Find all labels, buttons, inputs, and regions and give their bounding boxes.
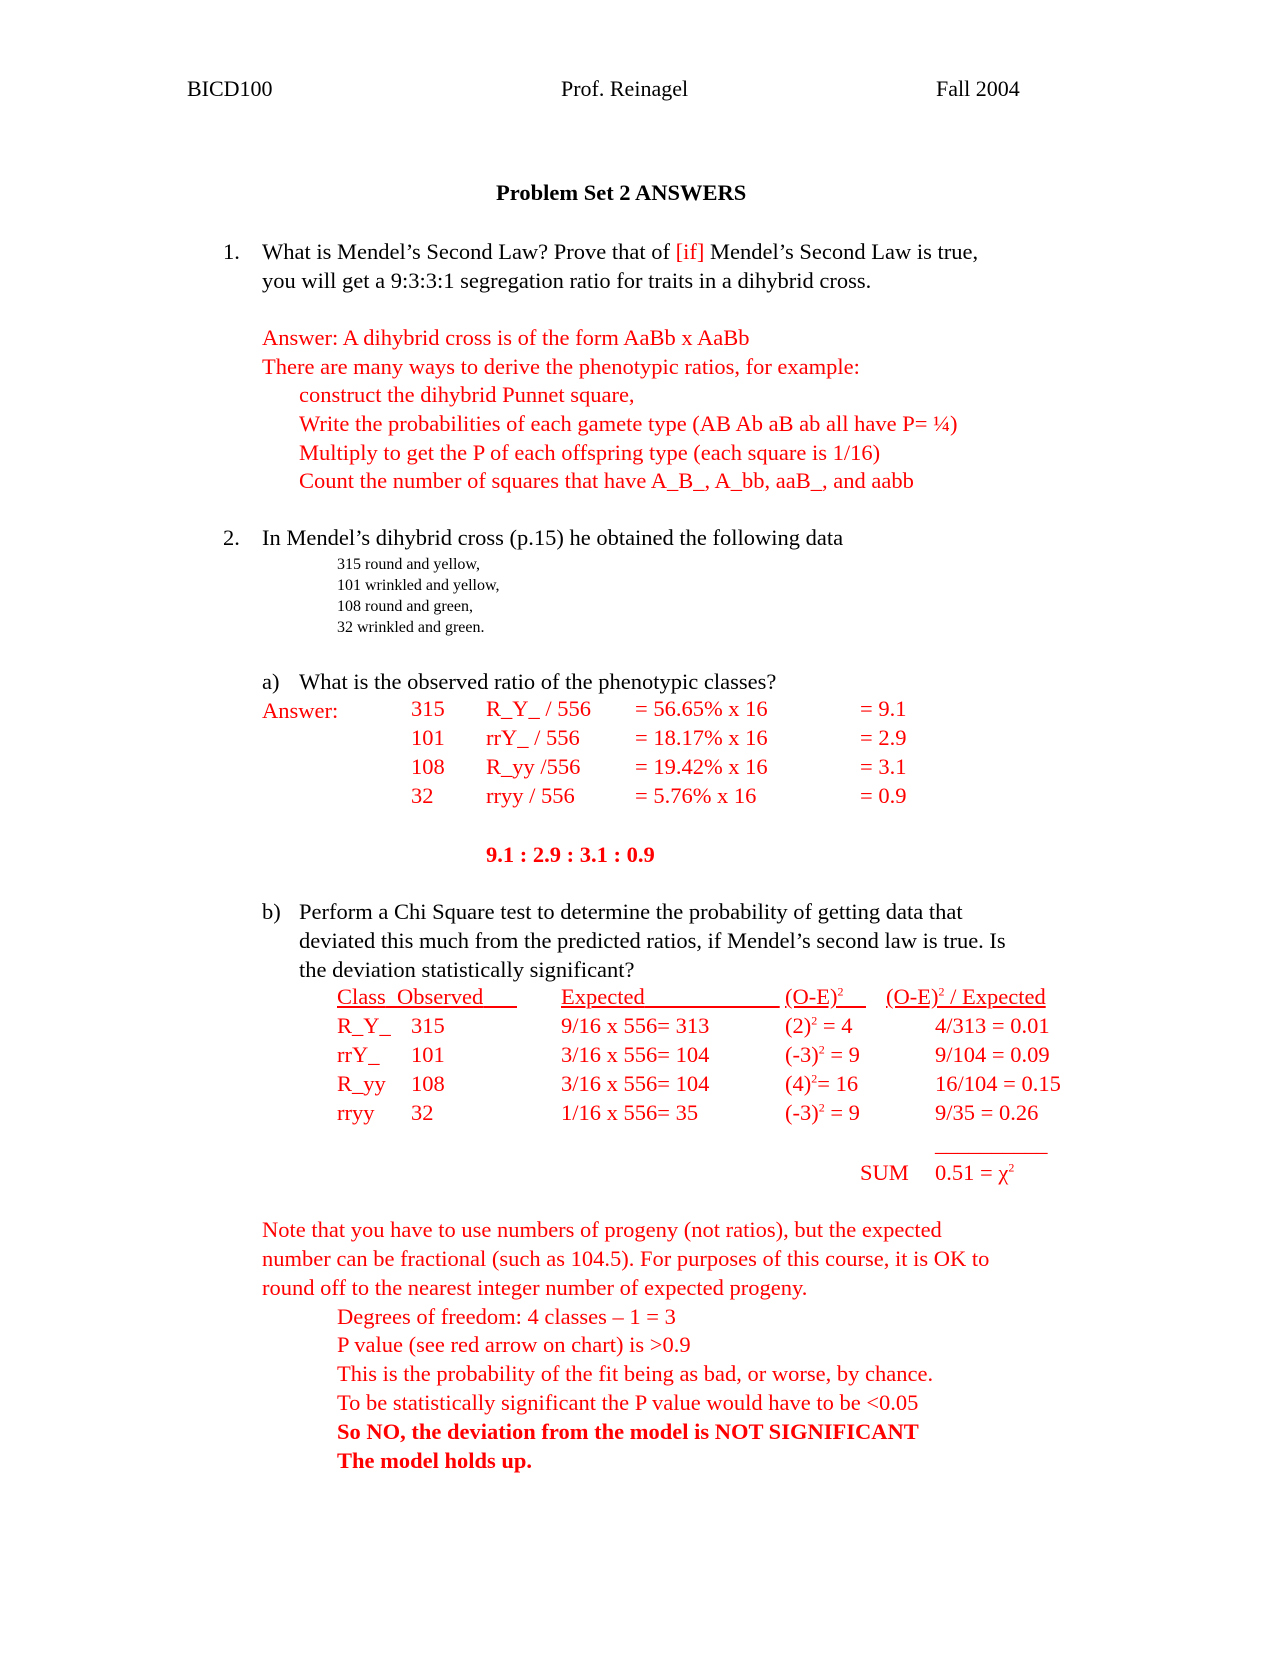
q2-data-4: 32 wrinkled and green. — [337, 619, 485, 636]
ratio-class: R_Y_ / 556 — [486, 696, 592, 721]
page-title: Problem Set 2 ANSWERS — [496, 180, 747, 205]
chi-observed: 101 — [411, 1042, 445, 1067]
part-b-question-3: the deviation statistically significant? — [299, 957, 635, 982]
q1-step-1: construct the dihybrid Punnet square, — [299, 382, 635, 407]
chi-class: rrY_ — [337, 1042, 380, 1067]
chi-sq-result: = 9 — [824, 1042, 860, 1067]
header-course: BICD100 — [187, 76, 273, 101]
chi-table-row — [0, 1071, 1280, 1100]
chi-diff: (4) — [785, 1071, 812, 1096]
q1-step-4: Count the number of squares that have A_B_, A_bb, aaB_, and aabb — [299, 468, 914, 493]
part-a-label: a) — [262, 669, 280, 694]
ratio-row — [0, 725, 1280, 754]
chi-diff-squared — [785, 1100, 860, 1126]
chi-expected: 3/16 x 556= 104 — [561, 1042, 710, 1067]
chi-diff-exponent: 2 — [818, 1100, 825, 1115]
ratio-result: = 3.1 — [860, 754, 907, 779]
final-conclusion-1: So NO, the deviation from the model is NOT SIGNIFICANT — [337, 1419, 919, 1444]
ratio-result: = 9.1 — [860, 696, 907, 721]
q1-answer-line-2: There are many ways to derive the phenotypic ratios, for example: — [262, 354, 860, 379]
final-conclusion-2: The model holds up. — [337, 1448, 533, 1473]
q1-step-3: Multiply to get the P of each offspring type (each square is 1/16) — [299, 440, 881, 465]
chi-square-exponent: 2 — [1008, 1160, 1015, 1175]
note-line-3: round off to the nearest integer number of expected progeny. — [262, 1275, 808, 1300]
q2-data-3: 108 round and green, — [337, 598, 473, 615]
note-line-1: Note that you have to use numbers of progeny (not ratios), but the expected — [262, 1217, 942, 1242]
chi-ratio: 9/104 = 0.09 — [935, 1042, 1050, 1067]
observed-ratio: 9.1 : 2.9 : 3.1 : 0.9 — [486, 842, 655, 867]
ratio-class: rryy / 556 — [486, 783, 575, 808]
col-expected — [561, 984, 780, 1010]
chi-diff-squared — [785, 1013, 852, 1039]
chi-table-header — [0, 984, 1280, 1013]
ratio-class: R_yy /556 — [486, 754, 581, 779]
chi-expected: 3/16 x 556= 104 — [561, 1071, 710, 1096]
q2-number: 2. — [223, 525, 240, 550]
ratio-count: 32 — [411, 783, 434, 808]
q1-line2: you will get a 9:3:3:1 segregation ratio for traits in a dihybrid cross. — [262, 268, 872, 293]
chi-ratio: 4/313 = 0.01 — [935, 1013, 1050, 1038]
col-oe-div-label: (O-E) — [886, 984, 939, 1009]
q1-line1-post: Mendel’s Second Law is true, — [704, 239, 979, 264]
conclusion-4: To be statistically significant the P value would have to be <0.05 — [337, 1390, 919, 1415]
q1-step-2: Write the probabilities of each gamete type (AB Ab aB ab all have P= ¼) — [299, 411, 958, 436]
chi-sq-result: = 16 — [817, 1071, 859, 1096]
chi-class: R_yy — [337, 1071, 386, 1096]
header-term: Fall 2004 — [936, 76, 1020, 101]
chi-expected: 9/16 x 556= 313 — [561, 1013, 710, 1038]
part-a-question: What is the observed ratio of the phenotypic classes? — [299, 669, 777, 694]
conclusion-3: This is the probability of the fit being as bad, or worse, by chance. — [337, 1361, 934, 1386]
col-oe-div-exponent: 2 — [938, 984, 945, 999]
col-oe-squared — [785, 984, 866, 1010]
ratio-count: 315 — [411, 696, 445, 721]
chi-class: rryy — [337, 1100, 375, 1125]
chi-sq-result: = 9 — [824, 1100, 860, 1125]
conclusion-2: P value (see red arrow on chart) is >0.9 — [337, 1332, 691, 1357]
chi-diff: (-3) — [785, 1042, 819, 1067]
col-oe-over-expected — [886, 984, 1046, 1010]
sum-underline: __________ — [935, 1131, 1048, 1156]
ratio-pct: = 18.17% x 16 — [635, 725, 768, 750]
q1-line1 — [262, 237, 978, 266]
col-div-tail: / Expected — [944, 984, 1046, 1009]
ratio-class: rrY_ / 556 — [486, 725, 580, 750]
col-class-label: Class — [337, 984, 386, 1009]
ratio-pct: = 19.42% x 16 — [635, 754, 768, 779]
ratio-count: 101 — [411, 725, 445, 750]
chi-diff-squared — [785, 1042, 860, 1068]
ratio-row — [0, 754, 1280, 783]
q2-data-1: 315 round and yellow, — [337, 556, 480, 573]
ratio-pct: = 5.76% x 16 — [635, 783, 757, 808]
col-oe-label: (O-E) — [785, 984, 838, 1009]
col-expected-label: Expected — [561, 984, 645, 1009]
chi-diff-squared — [785, 1071, 858, 1097]
part-b-question-2: deviated this much from the predicted ratios, if Mendel’s second law is true. Is — [299, 928, 1006, 953]
chi-table-row — [0, 1042, 1280, 1071]
q1-line1-pre: What is Mendel’s Second Law? Prove that of — [262, 239, 676, 264]
chi-table-row — [0, 1013, 1280, 1042]
chi-diff-exponent: 2 — [818, 1042, 825, 1057]
chi-square-value: 0.51 = χ — [935, 1160, 1009, 1185]
ratio-result: = 0.9 — [860, 783, 907, 808]
chi-observed: 315 — [411, 1013, 445, 1038]
chi-expected: 1/16 x 556= 35 — [561, 1100, 699, 1125]
q2-data-2: 101 wrinkled and yellow, — [337, 577, 500, 594]
ratio-pct: = 56.65% x 16 — [635, 696, 768, 721]
q2-intro: In Mendel’s dihybrid cross (p.15) he obtained the following data — [262, 525, 844, 550]
part-b-question-1: Perform a Chi Square test to determine the probability of getting data that — [299, 899, 963, 924]
chi-ratio: 9/35 = 0.26 — [935, 1100, 1039, 1125]
chi-square-sum — [935, 1158, 1014, 1187]
col-observed-label: Observed — [397, 984, 484, 1009]
chi-diff-exponent: 2 — [811, 1013, 818, 1028]
conclusion-1: Degrees of freedom: 4 classes – 1 = 3 — [337, 1304, 676, 1329]
col-class — [337, 984, 510, 1010]
ratio-row — [0, 783, 1280, 812]
chi-sq-result: = 4 — [817, 1013, 853, 1038]
ratio-count: 108 — [411, 754, 445, 779]
note-line-2: number can be fractional (such as 104.5). For purposes of this course, it is OK to — [262, 1246, 990, 1271]
col-oe-exponent: 2 — [837, 984, 844, 999]
ratio-row — [0, 696, 1280, 725]
chi-diff: (-3) — [785, 1100, 819, 1125]
part-b-label: b) — [262, 899, 281, 924]
ratio-result: = 2.9 — [860, 725, 907, 750]
chi-observed: 32 — [411, 1100, 434, 1125]
q1-number: 1. — [223, 239, 240, 264]
chi-class: R_Y_ — [337, 1013, 391, 1038]
chi-table-row — [0, 1100, 1280, 1129]
chi-diff-exponent: 2 — [811, 1071, 818, 1086]
part-a-answer-label: Answer: — [262, 698, 339, 723]
q1-line1-insert: [if] — [675, 239, 705, 264]
header-professor: Prof. Reinagel — [561, 76, 689, 101]
q1-answer-line-1: Answer: A dihybrid cross is of the form AaBb x AaBb — [262, 325, 750, 350]
sum-label: SUM — [860, 1160, 909, 1185]
chi-ratio: 16/104 = 0.15 — [935, 1071, 1061, 1096]
chi-diff: (2) — [785, 1013, 812, 1038]
chi-observed: 108 — [411, 1071, 445, 1096]
